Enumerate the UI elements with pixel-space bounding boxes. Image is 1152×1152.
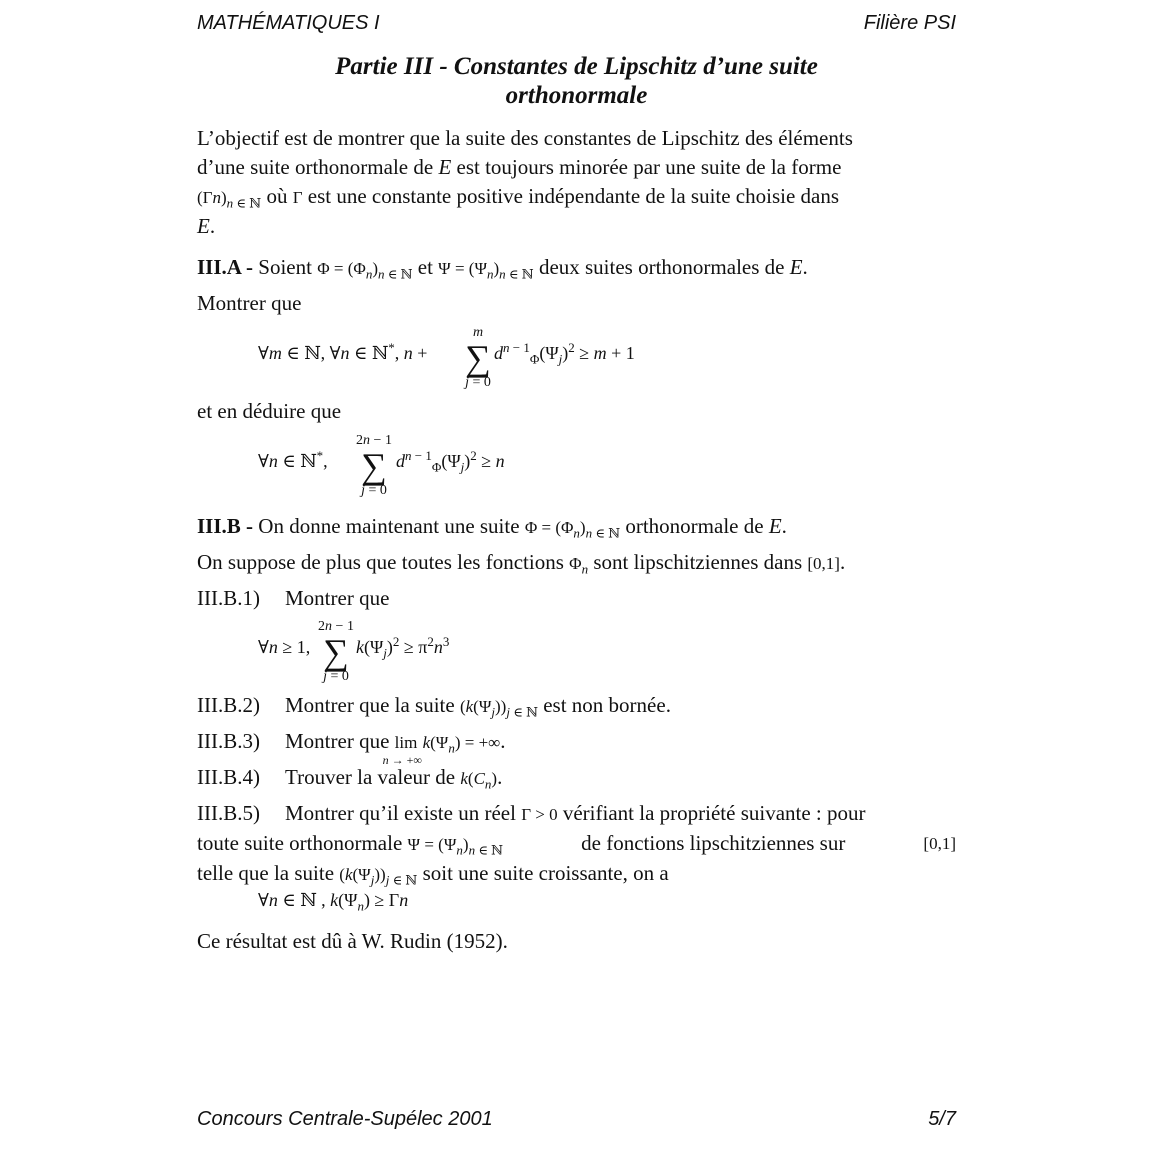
IIIB-label: III.B - [197,514,254,538]
IIIB2: III.B.2) Montrer que la suite $(k(\Psi_j))_{j \in ℕ}$ est non bornée. [197,693,671,720]
IIIA-line-2: Montrer que [197,291,302,315]
intro-paragraph [197,124,956,241]
intro-line-2: d’une suite orthonormale de E est toujours minorée par une suite de la forme [197,155,842,179]
IIIB5: III.B.5) Montrer qu’il existe un réel Γ > 0 vérifiant la propriété suivante : pour toute suite orthonormale $\Psi = (\Psi_n)_{n \in ℕ}$ de fonctions lipschitziennes sur [0,1] telle que la suite $(k(\Psi_j))_{j \in ℕ}$ soit une suite croissante, on a [197,801,956,888]
formula-IIIA-2: ∀n ∈ ℕ*, [258,448,328,471]
intro-line-3: $(\Gamma n)_{n \in ℕ}$ où Γ est une constante positive indépendante de la suite choisie dans [197,184,840,211]
question-IIIB: III.B - On donne maintenant une suite $\Phi = (\Phi_n)_{n \in ℕ}$ orthonormale de E. On suppose de plus que toutes les fonctions $\Phi_n$ sont lipschitziennes dans [0,1]. III.B.1) Montrer que [197,512,956,613]
IIIA-between: et en déduire que [197,399,342,423]
questions-IIIB-2-5 [197,691,956,889]
formula-IIIB1: ∀n ≥ 1, [258,637,311,657]
intro-line-1: L’objectif est de montrer que la suite des constantes de Lipschitz des éléments [197,126,853,150]
intro-line-4: E. [197,214,216,238]
IIIB4: III.B.4) Trouver la valeur de $k(C_n)$. [197,765,503,792]
page-number: 5/7 [928,1108,956,1130]
question-IIIA: III.A - Soient $\Phi = (\Phi_n)_{n \in ℕ}$ et $\Psi = (\Psi_n)_{n \in ℕ}$ deux suites orthonormales de E. Montrer que [197,253,956,318]
formula-IIIA-1: ∀m ∈ ℕ, ∀n ∈ ℕ*, n + [258,340,428,363]
IIIA-label: III.A - [197,255,254,279]
header-subject: MATHÉMATIQUES I [197,12,380,34]
header-track: Filière PSI [863,12,956,34]
formula-IIIB5: ∀n ∈ ℕ , $k(\Psi_n) \ge \Gamma n$ [258,890,409,914]
footer-exam: Concours Centrale-Supélec 2001 [197,1108,493,1130]
sum-symbol: 2n − 1 ∑ j = 0 [356,433,392,498]
sum-symbol: m ∑ j = 0 [465,325,491,390]
IIIB3: III.B.3) Montrer que lim n → +∞ $k(\Psi_n)$ = +∞. [197,729,506,767]
part-title [197,52,956,110]
title-line-2: orthonormale [505,82,648,109]
title-line-1: Partie III - Constantes de Lipschitz d’une suite [335,53,818,80]
IIIB1: III.B.1) Montrer que [197,586,390,610]
closing-remark: Ce résultat est dû à W. Rudin (1952). [197,929,508,953]
sum-symbol: 2n − 1 ∑ j = 0 [318,619,354,684]
